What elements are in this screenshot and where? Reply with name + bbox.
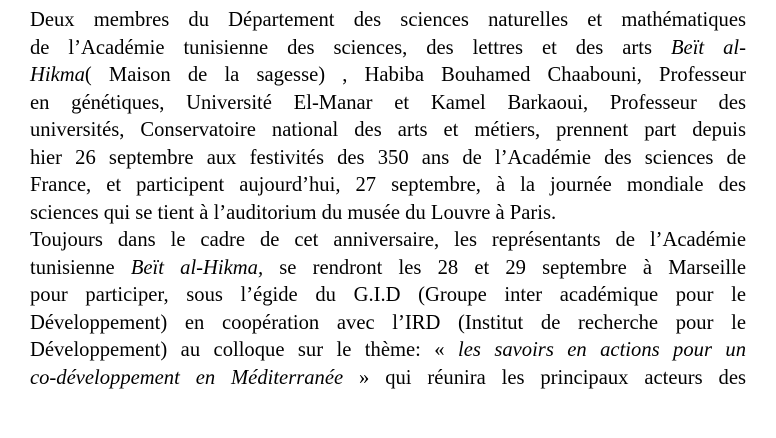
text-line: hier 26 septembre aux festivités des 350 ans de l’Académie des sciences de	[30, 146, 746, 169]
text-line: sciences qui se tient à l’auditorium du musée du Louvre à Paris.	[30, 201, 557, 224]
text-line: Hikma( Maison de la sagesse) , Habiba Bouhamed Chaabouni, Professeur	[30, 64, 746, 86]
text-line: en génétiques, Université El-Manar et Kamel Barkaoui, Professeur des	[30, 91, 746, 114]
text-line: Développement) en coopération avec l’IRD (Institut de recherche pour le	[30, 311, 746, 334]
text-line: pour participer, sous l’égide du G.I.D (Groupe inter académique pour le	[30, 284, 746, 306]
text-line: de l’Académie tunisienne des sciences, des lettres et des arts Beït al-	[30, 36, 746, 59]
text-line: Toujours dans le cadre de cet anniversaire, les représentants de l’Académie	[30, 229, 746, 251]
text-line: tunisienne Beït al-Hikma, se rendront les 28 et 29 septembre à Marseille	[30, 256, 746, 279]
text-line: universités, Conservatoire national des arts et métiers, prennent part depuis	[30, 119, 746, 141]
article-text	[30, 7, 746, 392]
text-line: France, et participent aujourd’hui, 27 septembre, à la journée mondiale des	[30, 174, 746, 196]
text-line: co-développement en Méditerranée » qui réunira les principaux acteurs des	[30, 366, 746, 389]
paragraph-1	[30, 7, 746, 227]
text-line: Développement) au colloque sur le thème: « les savoirs en actions pour un	[30, 339, 746, 361]
paragraph-2	[30, 227, 746, 392]
text-line: Deux membres du Département des sciences naturelles et mathématiques	[30, 9, 746, 31]
